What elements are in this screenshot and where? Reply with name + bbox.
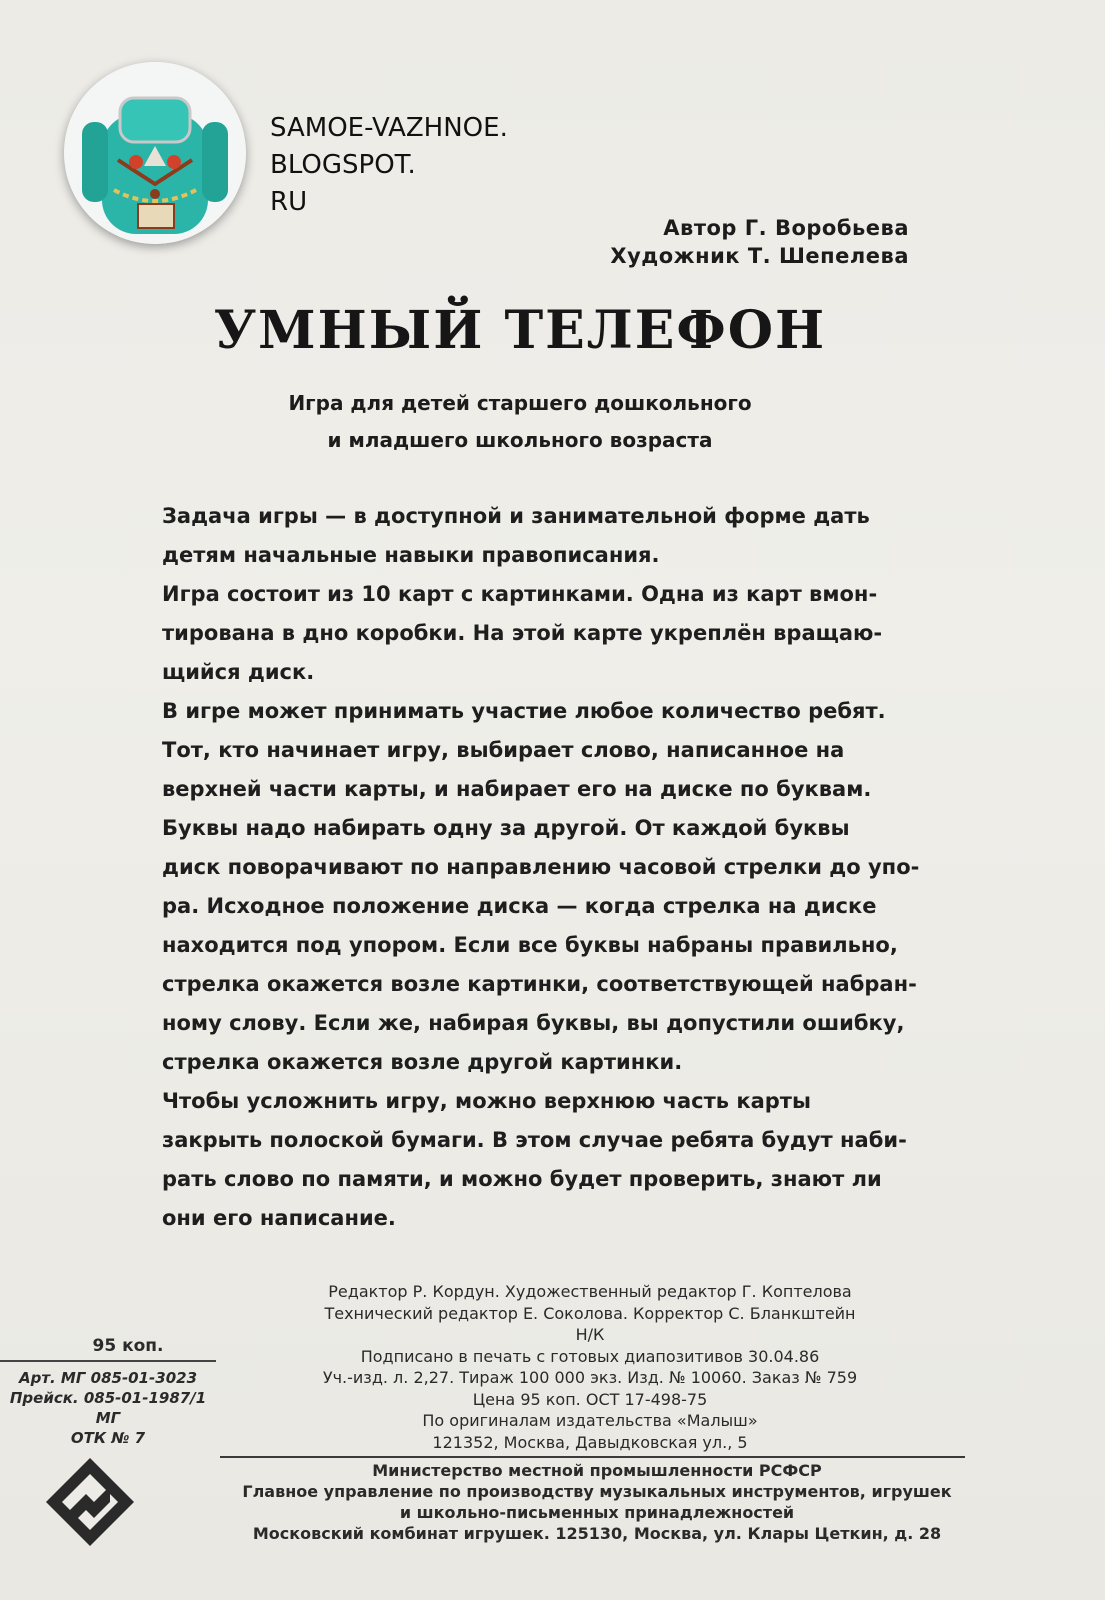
paragraph-dialing	[108, 809, 948, 1082]
imprint-line: Уч.-изд. л. 2,27. Тираж 100 000 экз. Изд. № 10060. Заказ № 759	[322, 1368, 858, 1387]
factory-logo-icon	[40, 1452, 140, 1552]
watermark-line: SAMOE-VAZHNOE.	[270, 113, 508, 143]
paragraph-harder	[108, 1082, 948, 1238]
divider	[0, 1360, 216, 1362]
divider	[220, 1456, 965, 1458]
text-line: верхней части карты, и набирает его на диске по буквам.	[162, 777, 872, 801]
text-line: ра. Исходное положение диска — когда стрелка на диске	[162, 894, 877, 918]
paragraph-task	[108, 497, 948, 575]
text-line: щийся диск.	[162, 660, 315, 684]
text-line: рать слово по памяти, и можно будет проверить, знают ли	[162, 1167, 882, 1191]
price-list-number: Прейск. 085-01-1987/1 МГ	[9, 1389, 207, 1427]
watermark-text	[270, 110, 508, 221]
subtitle-line: Игра для детей старшего дошкольного	[288, 391, 752, 415]
text-line: Буквы надо набирать одну за другой. От каждой буквы	[162, 816, 850, 840]
text-line: Задача игры — в доступной и занимательной форме дать	[162, 504, 870, 528]
watermark-line: BLOGSPOT.	[270, 150, 416, 180]
ministry-line: Министерство местной промышленности РСФСР	[372, 1461, 822, 1480]
imprint-line: Технический редактор Е. Соколова. Корректор С. Бланкштейн	[324, 1303, 856, 1323]
ministry-line: Главное управление по производству музыкальных инструментов, игрушек	[242, 1482, 952, 1501]
subtitle	[0, 385, 1040, 459]
imprint	[240, 1281, 940, 1453]
subtitle-line: и младшего школьного возраста	[327, 428, 713, 452]
imprint-line: 121352, Москва, Давыдковская ул., 5	[432, 1432, 748, 1452]
text-line: тирована в дно коробки. На этой карте укреплён вращаю-	[162, 621, 883, 645]
text-line: находится под упором. Если все буквы набраны правильно,	[162, 933, 898, 957]
text-line: ному слову. Если же, набирая буквы, вы допустили ошибку,	[162, 1011, 905, 1035]
factory-logo	[40, 1452, 140, 1552]
price-block	[0, 1336, 216, 1448]
text-line: они его написание.	[162, 1206, 396, 1230]
credits	[610, 214, 909, 270]
article-number: Арт. МГ 085-01-3023	[18, 1369, 198, 1387]
price: 95 коп.	[92, 1336, 164, 1356]
robot-logo-image	[64, 62, 246, 244]
page-title: УМНЫЙ ТЕЛЕФОН	[213, 300, 827, 361]
text-line: Игра состоит из 10 карт с картинками. Одна из карт вмон-	[162, 582, 878, 606]
text-line: детям начальные навыки правописания.	[162, 543, 660, 567]
author-credit: Автор Г. Воробьева	[663, 216, 909, 240]
text-line: Чтобы усложнить игру, можно верхнюю часть карты	[162, 1089, 811, 1113]
text-line: Тот, кто начинает игру, выбирает слово, написанное на	[162, 738, 845, 762]
imprint-line: По оригиналам издательства «Малыш»	[422, 1411, 758, 1430]
imprint-line: Н/К	[575, 1325, 605, 1344]
paragraph-players	[108, 692, 948, 731]
robot-icon	[64, 62, 246, 244]
text-line: закрыть полоской бумаги. В этом случае ребята будут наби-	[162, 1128, 907, 1152]
text-line: стрелка окажется возле другой картинки.	[162, 1050, 683, 1074]
text-line: диск поворачивают по направлению часовой стрелки до упо-	[162, 855, 920, 879]
text-line: стрелка окажется возле картинки, соответствующей набран-	[162, 972, 917, 996]
body-text	[108, 497, 948, 1238]
ministry-line: и школьно-письменных принадлежностей	[399, 1503, 795, 1522]
text-line: В игре может принимать участие любое количество ребят.	[162, 699, 886, 723]
ministry-block	[212, 1460, 982, 1544]
imprint-line: Цена 95 коп. ОСТ 17-498-75	[472, 1389, 708, 1409]
paragraph-start	[108, 731, 948, 809]
paragraph-composition	[108, 575, 948, 692]
imprint-line: Редактор Р. Кордун. Художественный редактор Г. Коптелова	[328, 1282, 852, 1301]
imprint-line: Подписано в печать с готовых диапозитивов 30.04.86	[360, 1346, 820, 1366]
otk-stamp: ОТК № 7	[70, 1429, 146, 1447]
artist-credit: Художник Т. Шепелева	[610, 244, 909, 268]
ministry-line: Московский комбинат игрушек. 125130, Москва, ул. Клары Цеткин, д. 28	[252, 1524, 942, 1543]
watermark-line: RU	[270, 187, 308, 217]
